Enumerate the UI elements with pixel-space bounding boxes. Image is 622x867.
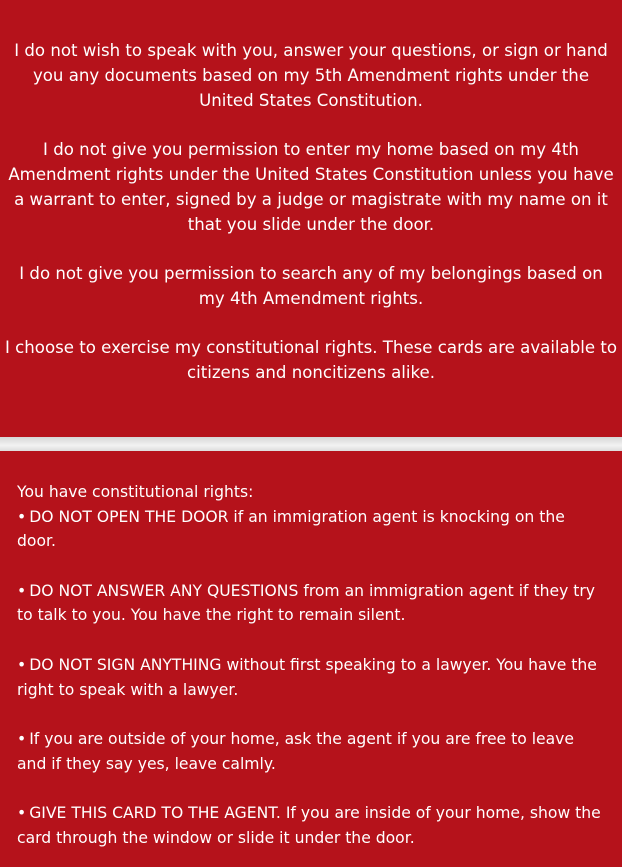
- fourth-amendment-entry-statement: I do not give you permission to enter my home based on my 4th Amendment rights under the United States Constitution unless you have a warrant to enter, signed by a judge or magistrate with my name on it that you slide under the door.: [8, 140, 614, 234]
- rights-intro: You have constitutional rights:: [17, 483, 254, 501]
- list-item: [17, 801, 606, 850]
- list-item-text: GIVE THIS CARD TO THE AGENT. If you are inside of your home, show the card through the window or slide it under the door.: [17, 804, 601, 847]
- fifth-amendment-statement: I do not wish to speak with you, answer your questions, or sign or hand you any documents based on my 5th Amendment rights under the United States Constitution.: [14, 41, 608, 110]
- list-item: [17, 505, 606, 554]
- exercise-rights-statement: I choose to exercise my constitutional rights. These cards are available to citizens and noncitizens alike.: [5, 338, 617, 382]
- fourth-amendment-search-statement: I do not give you permission to search any of my belongings based on my 4th Amendment rights.: [19, 264, 603, 308]
- list-item-text: DO NOT SIGN ANYTHING without first speaking to a lawyer. You have the right to speak with a lawyer.: [17, 655, 597, 699]
- list-item: [17, 653, 606, 702]
- card-divider: [0, 437, 622, 451]
- list-item: [17, 579, 606, 628]
- list-item-text: DO NOT ANSWER ANY QUESTIONS from an immigration agent if they try to talk to you. You have the right to remain silent.: [17, 581, 596, 625]
- rights-card-back: [0, 451, 622, 867]
- bullet-icon: •: [17, 804, 27, 823]
- bullet-icon: •: [17, 581, 27, 600]
- list-item-text: DO NOT OPEN THE DOOR if an immigration agent is knocking on the door.: [17, 507, 565, 551]
- rights-list: [17, 505, 606, 851]
- bullet-icon: •: [17, 730, 27, 749]
- bullet-icon: •: [17, 655, 27, 674]
- bullet-icon: •: [17, 507, 27, 526]
- list-item-text: If you are outside of your home, ask the agent if you are free to leave and if they say yes, leave calmly.: [17, 730, 575, 773]
- list-item: [17, 727, 606, 776]
